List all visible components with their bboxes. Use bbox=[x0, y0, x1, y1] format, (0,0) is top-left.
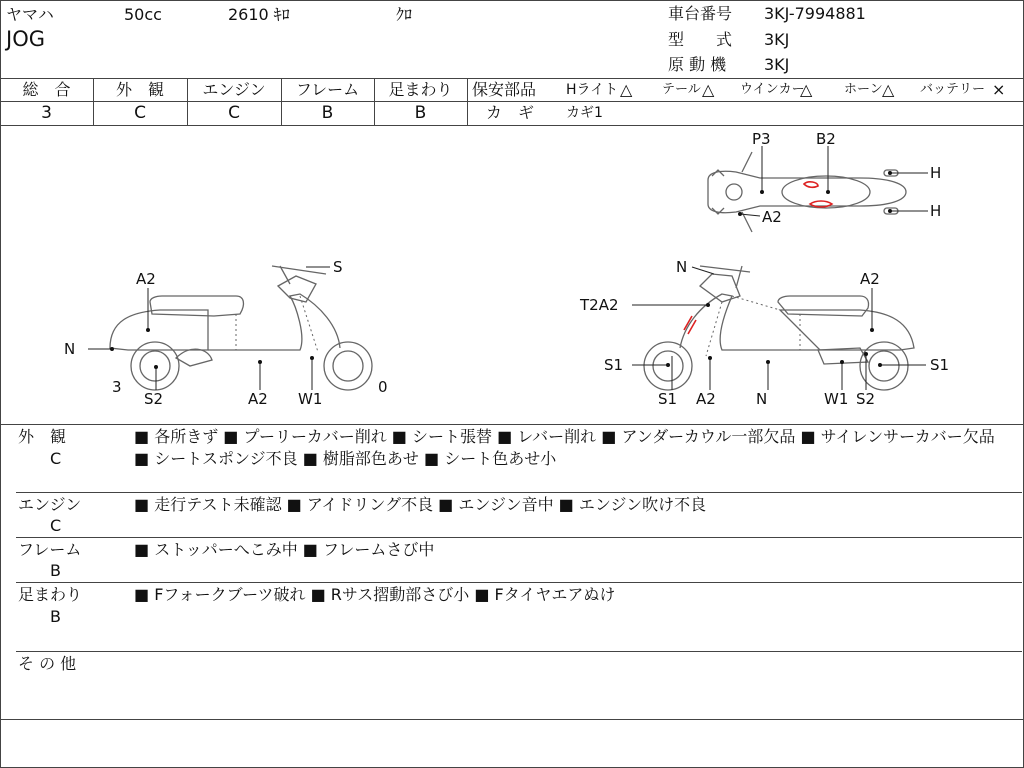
marker-dot bbox=[666, 363, 670, 367]
section-label: エンジン bbox=[18, 495, 82, 514]
damage-mark bbox=[804, 182, 818, 187]
front-wheel-inner bbox=[333, 351, 363, 381]
label-floor: A2 bbox=[248, 390, 268, 408]
grade-value-exterior: C bbox=[134, 103, 146, 123]
section-label: 足まわり bbox=[18, 585, 83, 604]
winker-mark: △ bbox=[800, 80, 813, 99]
label-front-wheel: W1 bbox=[298, 390, 323, 408]
type-label: 型 式 bbox=[668, 30, 733, 49]
marker-dot bbox=[870, 328, 874, 332]
marker-dot bbox=[864, 352, 868, 356]
label-rear: S1 bbox=[930, 356, 950, 374]
marker-dot bbox=[878, 363, 882, 367]
rear-body bbox=[110, 310, 208, 350]
marker-dot bbox=[826, 190, 830, 194]
marker-dot bbox=[154, 365, 158, 369]
mirror-top bbox=[712, 170, 724, 214]
color: ｸﾛ bbox=[396, 5, 413, 24]
marker-dot bbox=[708, 356, 712, 360]
label-h-bottom: H bbox=[930, 202, 942, 220]
winker-label: ウインカー bbox=[740, 82, 805, 97]
divider bbox=[16, 651, 1022, 652]
engine-label: 原 動 機 bbox=[668, 55, 727, 74]
divider bbox=[0, 424, 1024, 425]
label-h-top: H bbox=[930, 164, 942, 182]
marker-dot bbox=[706, 303, 710, 307]
floor-body bbox=[208, 294, 340, 350]
engine-value: 3KJ bbox=[764, 55, 790, 74]
grade-value-frame: B bbox=[321, 103, 334, 123]
displacement: 50cc bbox=[124, 5, 162, 24]
grade-value-engine: C bbox=[228, 103, 240, 123]
handle-cover bbox=[700, 274, 740, 302]
section-grade: B bbox=[50, 607, 61, 626]
horn-mark: △ bbox=[882, 80, 895, 99]
marker-dot bbox=[840, 360, 844, 364]
headlight-mark: △ bbox=[620, 80, 633, 99]
label-bottom-1: S1 bbox=[658, 390, 678, 408]
front-wheel bbox=[324, 342, 372, 390]
label-bottom-3: N bbox=[756, 390, 768, 408]
section-label: そ の 他 bbox=[18, 654, 77, 673]
model-name: JOG bbox=[6, 27, 45, 51]
label-num-right: 0 bbox=[378, 378, 388, 396]
section-text: ■ 各所きず ■ プーリーカバー削れ ■ シート張替 ■ レバー削れ ■ アンダーカウル一部欠品 ■ サイレンサーカバー欠品 ■ シートスポンジ不良 ■ 樹脂部色あせ ■ シート色あせ小 bbox=[134, 427, 995, 468]
rear-fender bbox=[176, 349, 212, 366]
divider bbox=[0, 78, 1024, 79]
section-text: ■ Fフォークブーツ破れ ■ Rサス摺動部さび小 ■ Fタイヤエアぬけ bbox=[134, 585, 616, 604]
handlebar bbox=[700, 266, 750, 272]
marker-dot bbox=[110, 347, 114, 351]
section-text: ■ 走行テスト未確認 ■ アイドリング不良 ■ エンジン音中 ■ エンジン吹け不良 bbox=[134, 495, 707, 514]
headlight-label: Hライト bbox=[566, 82, 619, 98]
scooter-right-view bbox=[579, 258, 949, 408]
section-label: 外 観 bbox=[18, 427, 67, 446]
label-bottom-4: W1 bbox=[824, 390, 849, 408]
grade-value-suspension: B bbox=[414, 103, 427, 123]
label-rear-wheel: S2 bbox=[144, 390, 164, 408]
type-value: 3KJ bbox=[764, 30, 790, 49]
divider bbox=[16, 582, 1022, 583]
steering bbox=[736, 266, 742, 288]
label-bottom-2: A2 bbox=[696, 390, 716, 408]
scooter-left-view bbox=[64, 258, 388, 408]
label-seat: A2 bbox=[860, 270, 880, 288]
battery-mark: × bbox=[992, 80, 1006, 99]
battery-label: バッテリー bbox=[920, 82, 986, 97]
marker-dot bbox=[258, 360, 262, 364]
floor-body bbox=[680, 294, 820, 350]
label-shield: T2A2 bbox=[580, 296, 619, 314]
grade-header-total: 総 合 bbox=[22, 80, 71, 99]
rear-wheel bbox=[860, 342, 908, 390]
grade-header-exterior: 外 観 bbox=[115, 80, 164, 99]
label-top: S bbox=[333, 258, 343, 276]
label-p3: P3 bbox=[752, 130, 771, 148]
label-front: S1 bbox=[604, 356, 624, 374]
divider bbox=[467, 101, 1024, 102]
scooter-top-view bbox=[708, 130, 941, 232]
marker-dot bbox=[888, 171, 892, 175]
leader-line bbox=[692, 267, 714, 274]
label-top: N bbox=[676, 258, 688, 276]
section-grade: C bbox=[50, 449, 62, 468]
grade-header-engine: エンジン bbox=[202, 80, 266, 99]
section-grade: C bbox=[50, 516, 62, 535]
seat bbox=[778, 296, 869, 316]
label-seat: A2 bbox=[136, 270, 156, 288]
horn-label: ホーン bbox=[844, 82, 883, 97]
marker-dot bbox=[738, 212, 742, 216]
headlight-top bbox=[726, 184, 742, 200]
marker-dot bbox=[766, 360, 770, 364]
marker-dot bbox=[146, 328, 150, 332]
panel-lines bbox=[706, 296, 800, 356]
grade-header-suspension: 足まわり bbox=[388, 80, 453, 99]
grade-value-total: 3 bbox=[41, 103, 52, 123]
seat bbox=[150, 296, 243, 316]
label-a2: A2 bbox=[762, 208, 782, 226]
handle-cover bbox=[278, 276, 316, 302]
marker-dot bbox=[310, 356, 314, 360]
section-label: フレーム bbox=[18, 540, 82, 559]
section-grade: B bbox=[50, 561, 61, 580]
divider bbox=[467, 78, 468, 125]
label-bottom-5: S2 bbox=[856, 390, 876, 408]
tail-label: テール bbox=[662, 82, 701, 97]
marker-dot bbox=[888, 209, 892, 213]
mileage: 2610 ｷﾛ bbox=[228, 5, 290, 24]
tail-mark: △ bbox=[702, 80, 715, 99]
frame-no-value: 3KJ-7994881 bbox=[764, 4, 866, 23]
safety-title: 保安部品 bbox=[472, 80, 537, 99]
divider bbox=[0, 719, 1024, 720]
label-num-left: 3 bbox=[112, 378, 122, 396]
divider bbox=[16, 492, 1022, 493]
section-text: ■ ストッパーへこみ中 ■ フレームさび中 bbox=[134, 540, 435, 559]
marker-dot bbox=[760, 190, 764, 194]
handlebar-top bbox=[742, 152, 752, 232]
rear-wheel-inner bbox=[869, 351, 899, 381]
divider bbox=[16, 537, 1022, 538]
maker: ヤマハ bbox=[6, 5, 54, 24]
frame-no-label: 車台番号 bbox=[668, 4, 733, 23]
divider bbox=[0, 101, 467, 102]
key-value: カギ1 bbox=[566, 105, 603, 121]
damage-diagram bbox=[0, 126, 1024, 424]
label-b2: B2 bbox=[816, 130, 836, 148]
grade-header-frame: フレーム bbox=[295, 80, 360, 99]
label-front: N bbox=[64, 340, 76, 358]
key-label: カ ギ bbox=[486, 103, 535, 122]
